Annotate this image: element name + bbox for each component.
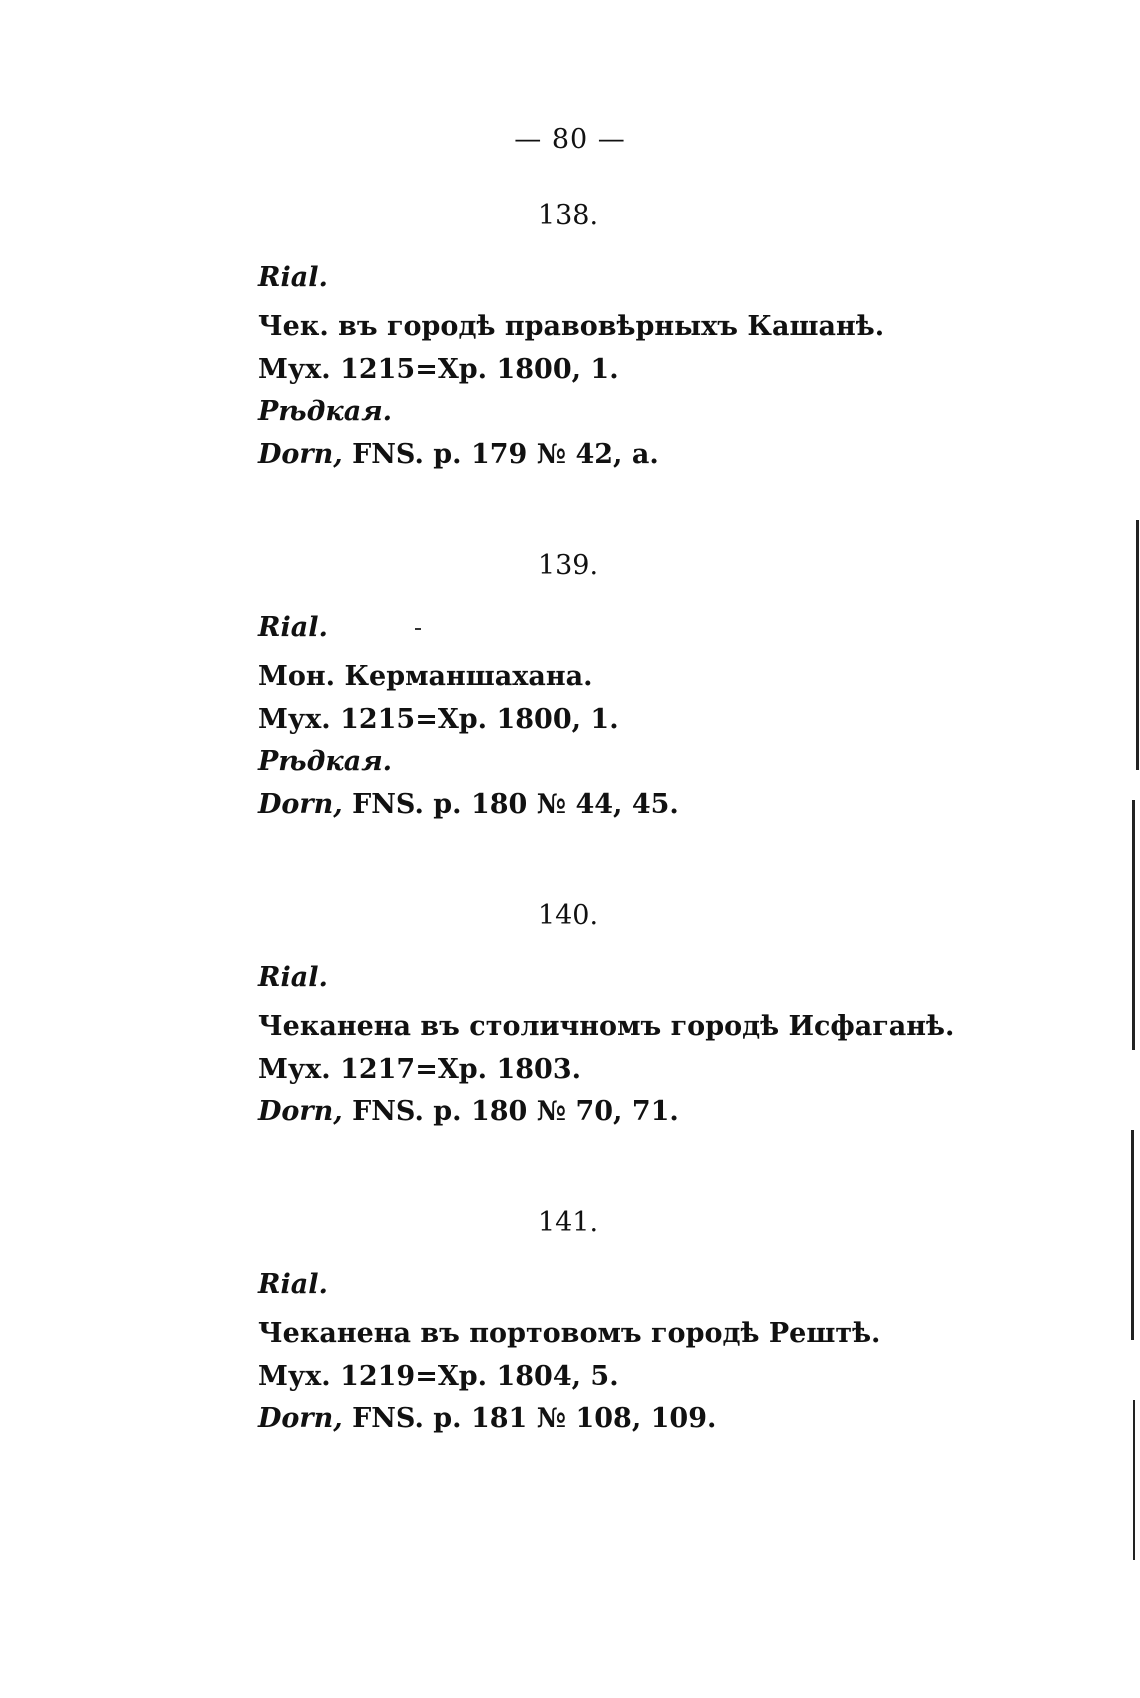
coin-type: Rial. (258, 612, 328, 643)
date-line: Мух. 1219=Хр. 1804, 5. (258, 1361, 619, 1392)
mint-description: Чеканена въ портовомъ городѣ Рештѣ. (258, 1318, 881, 1349)
reference-author: Dorn, (258, 439, 343, 470)
document-page: — 80 — 138. Rial. Чек. въ городѣ правовѣрныхъ Кашанѣ. Мух. 1215=Хр. 1800, 1. Рѣдкая. Dorn, FNS. p. 179 № 42, a. 139. Rial. Мон. Керманшахана. Мух. 1215=Хр. 1800, 1. Рѣдкая. Dorn, FNS. p. 180 № 44, 45. 140. Rial. Чеканена въ столичномъ городѣ Исфаганѣ. Мух. 1217=Хр. 1803. Dorn, FNS. p. 180 № 70, 71. 141. Rial. Чеканена въ портовомъ городѣ Рештѣ. Мух. 1219=Хр. 1804, 5. Dorn, FNS. p. 181 № 108, 109. (0, 0, 1140, 1698)
mint-description: Чек. въ городѣ правовѣрныхъ Кашанѣ. (258, 311, 885, 342)
reference-author: Dorn, (258, 789, 343, 820)
reference-detail: FNS. p. 181 № 108, 109. (342, 1403, 717, 1434)
reference-author: Dorn, (258, 1403, 343, 1434)
page-edge-mark (1131, 1130, 1134, 1340)
reference-line (258, 790, 679, 820)
coin-type: Rial. (258, 1269, 328, 1300)
coin-type: Rial. (258, 962, 328, 993)
date-line: Мух. 1215=Хр. 1800, 1. (258, 354, 619, 385)
reference-detail: FNS. p. 180 № 70, 71. (342, 1096, 679, 1127)
date-line: Мух. 1217=Хр. 1803. (258, 1054, 582, 1085)
reference-detail: FNS. p. 179 № 42, a. (342, 439, 659, 470)
page-edge-mark (1136, 520, 1139, 770)
coin-type: Rial. (258, 262, 328, 293)
page-edge-mark (1133, 1400, 1135, 1560)
page-number: — 80 — (514, 124, 626, 155)
reference-line (258, 1404, 716, 1434)
reference-line (258, 1097, 679, 1127)
date-line: Мух. 1215=Хр. 1800, 1. (258, 704, 619, 735)
rarity-note: Рѣдкая. (258, 396, 393, 427)
reference-author: Dorn, (258, 1096, 343, 1127)
mint-description: Чеканена въ столичномъ городѣ Исфаганѣ. (258, 1011, 955, 1042)
mint-description: Мон. Керманшахана. (258, 661, 593, 692)
stray-mark (415, 628, 421, 630)
reference-line (258, 440, 659, 470)
reference-detail: FNS. p. 180 № 44, 45. (342, 789, 679, 820)
page-edge-mark (1132, 800, 1135, 1050)
rarity-note: Рѣдкая. (258, 746, 393, 777)
